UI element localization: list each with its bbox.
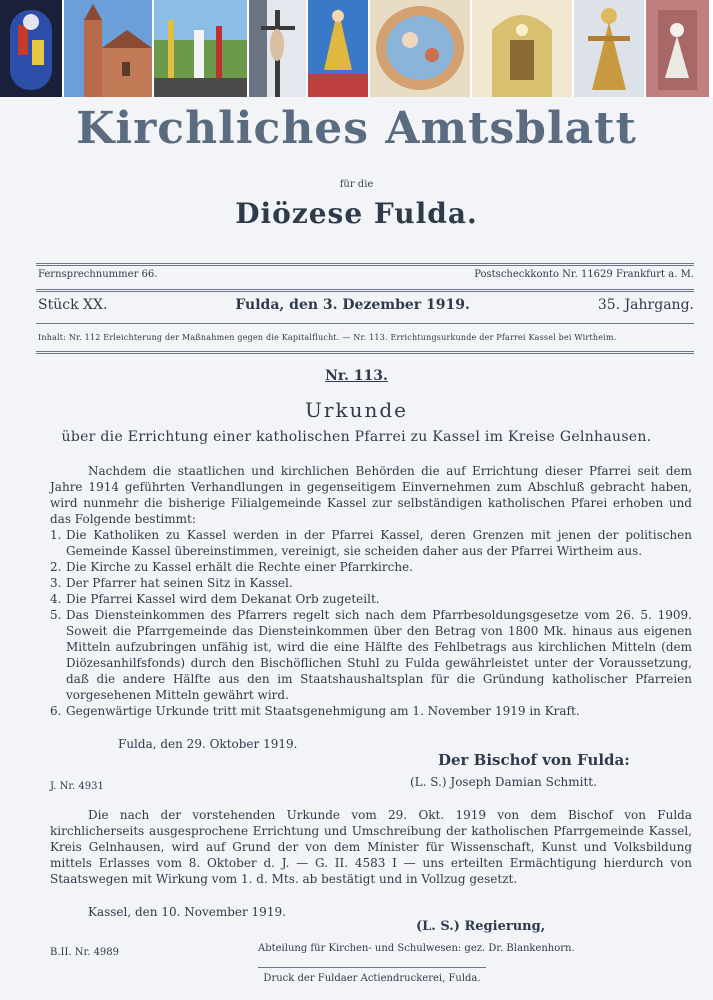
intro-paragraph: Nachdem die staatlichen und kirchlichen Behörden die auf Errichtung dieser Pfarrei seit dem Jahre 1914 geführten Verhandlungen in gegenseitigem Einvernehmen zum Abschluß gebracht haben, wird nunmehr die bisherige Filialgemeinde Kassel zur selbständigen katholischen Pfarei erhoben und das Folgende bestimmt:	[50, 464, 692, 526]
printer-footer: Druck der Fuldaer Actiendruckerei, Fulda.	[263, 973, 481, 984]
stained-glass-window-photo	[0, 0, 62, 97]
list-item: 1. Die Katholiken zu Kassel werden in der Pfarrei Kassel, deren Grenzen mit jenen der politischen Gemeinde Kassel übereinstimmen, vereinigt, sie scheiden daher aus der Pfarrei Wirtheim aus.	[50, 528, 692, 558]
second-place-date: Kassel, den 10. November 1919.	[88, 905, 286, 919]
masthead-fuer: für die	[339, 179, 374, 190]
contents-line	[38, 333, 694, 342]
divider	[36, 323, 694, 324]
divider	[258, 967, 486, 968]
issue-stueck: Stück XX.	[38, 297, 108, 313]
issue-line	[38, 297, 694, 313]
madonna-statue-photo	[308, 0, 368, 97]
church-exterior-photo	[64, 0, 152, 97]
amtsblatt-page	[0, 97, 713, 1000]
procession-photo	[154, 0, 247, 97]
place-date: Fulda, den 29. Oktober 1919.	[118, 737, 298, 751]
issue-date: Fulda, den 3. Dezember 1919.	[235, 297, 470, 313]
list-item: 5. Das Diensteinkommen des Pfarrers regelt sich nach dem Pfarrbesoldungsgesetze vom 26. 5. 1909. Soweit die Pfarrgemeinde das Diensteinkommen über den Betrag von 1800 Mk. hinaus aus eigenen Mitteln aufzubringen unfähig ist, wird die eine Hälfte des Fehlbetrags aus kirchlichen Mitteln (dem Diözesanhilfsfonds) durch den Bischöflichen Stuhl zu Fulda gewährleistet unter der Voraussetzung, daß die andere Hälfte aus den im Staatshaushaltsplan für die Gründung katholischer Pfarreien vorgesehenen Mitteln gewährt wird.	[50, 608, 692, 702]
marble-statue-photo	[646, 0, 709, 97]
church-altar-photo	[472, 0, 572, 97]
department-signature: Abteilung für Kirchen- und Schulwesen: gez. Dr. Blankenhorn.	[258, 943, 575, 954]
reference-number-2: B.II. Nr. 4989	[50, 947, 120, 958]
provisions-list	[50, 527, 692, 719]
list-item: 3. Der Pfarrer hat seinen Sitz in Kassel.	[50, 576, 293, 590]
reference-number: J. Nr. 4931	[50, 781, 104, 792]
divider	[36, 289, 694, 292]
issue-jahrgang: 35. Jahrgang.	[597, 297, 694, 313]
saint-statue-photo	[574, 0, 644, 97]
document-title: Urkunde	[305, 398, 408, 422]
contents-text: Inhalt: Nr. 112 Erleichterung der Maßnahmen gegen die Kapitalflucht. — Nr. 113. Errichtungsurkunde der Pfarrei Kassel bei Wirtheim.	[38, 333, 617, 342]
document-body	[50, 463, 692, 719]
document-number: Nr. 113.	[325, 368, 388, 384]
masthead-title: Kirchliches Amtsblatt	[76, 103, 637, 154]
signer-title: Der Bischof von Fulda:	[438, 751, 630, 769]
confirmation-body	[50, 807, 692, 887]
document-subtitle: über die Errichtung einer katholischen Pfarrei zu Kassel im Kreise Gelnhausen.	[61, 429, 652, 445]
photo-strip	[0, 0, 713, 97]
divider	[36, 263, 694, 266]
crucifix-statue-photo	[249, 0, 306, 97]
list-item: 4. Die Pfarrei Kassel wird dem Dekanat Orb zugeteilt.	[50, 592, 380, 606]
list-item: 2. Die Kirche zu Kassel erhält die Rechte einer Pfarrkirche.	[50, 560, 413, 574]
divider	[36, 351, 694, 354]
postal-account: Postscheckkonto Nr. 11629 Frankfurt a. M.	[474, 269, 694, 280]
seal-regierung: (L. S.) Regierung,	[416, 919, 546, 934]
info-line	[38, 269, 694, 280]
phone-number: Fernsprechnummer 66.	[38, 269, 158, 280]
confirmation-paragraph: Die nach der vorstehenden Urkunde vom 29. Okt. 1919 von dem Bischof von Fulda kirchlicherseits ausgesprochene Errichtung und Umschreibung der katholischen Pfarrgemeinde Kassel, Kreis Gelnhausen, wird auf Grund der von dem Minister für Wissenschaft, Kunst und Volksbildung mittels Erlasses vom 8. Oktober d. J. — G. II. 4583 I — uns erteilten Ermächtigung hierdurch von Staatswegen mit Wirkung vom 1. d. Mts. ab bestätigt und in Vollzug gesetzt.	[50, 808, 692, 886]
masthead-dioezese: Diözese Fulda.	[235, 197, 478, 230]
ceiling-fresco-photo	[370, 0, 470, 97]
list-item: 6. Gegenwärtige Urkunde tritt mit Staatsgenehmigung am 1. November 1919 in Kraft.	[50, 704, 580, 718]
signer-name: (L. S.) Joseph Damian Schmitt.	[410, 775, 597, 789]
